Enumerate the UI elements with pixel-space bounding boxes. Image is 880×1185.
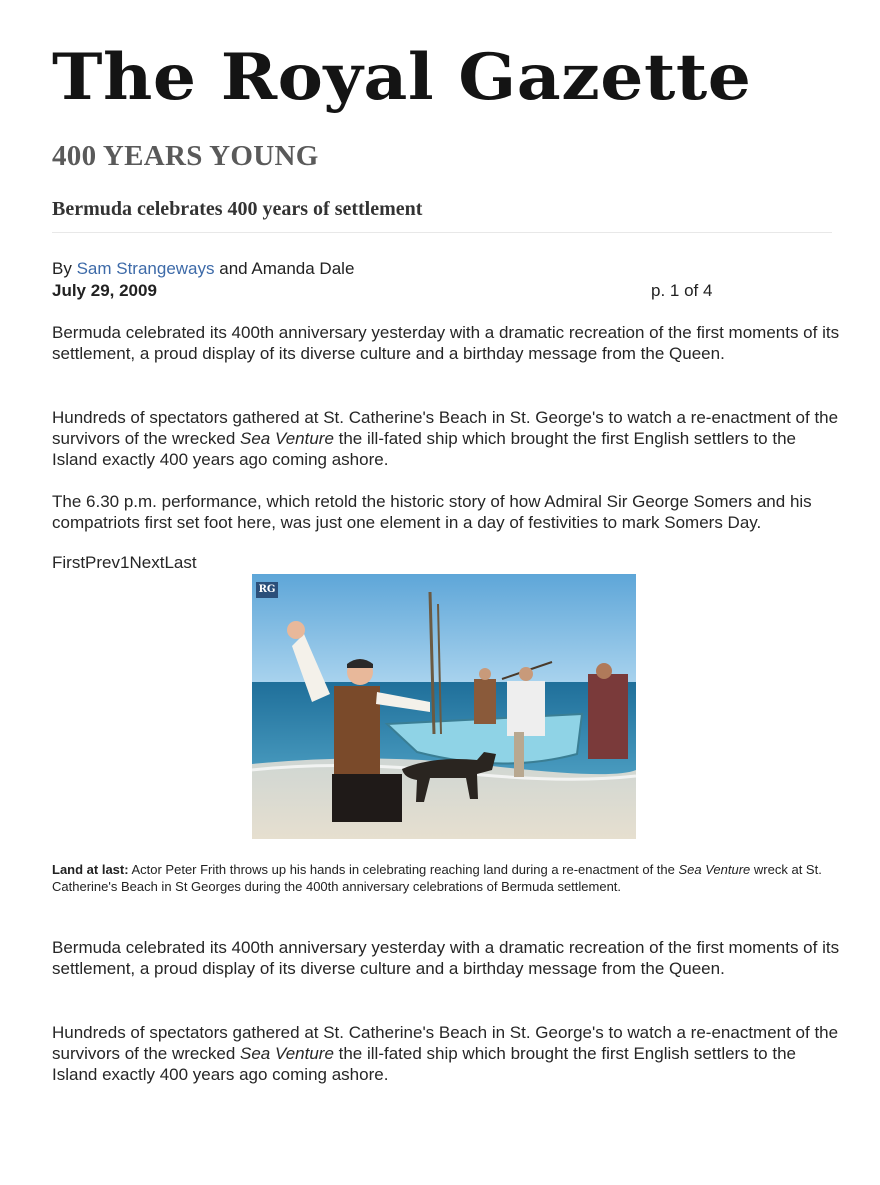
- paragraph-repeat-2: [52, 1022, 842, 1085]
- paragraph-3: The 6.30 p.m. performance, which retold the historic story of how Admiral Sir George Somers and his compatriots first set foot here, was just one element in a day of festivities to mark Somers Day.: [52, 492, 812, 532]
- masthead-logo: The Royal Gazette: [52, 40, 752, 115]
- section-kicker: 400 YEARS YOUNG: [52, 140, 319, 172]
- paragraph-2-text-b: the ill-fated ship which brought the first English settlers to the Island exactly 400 years ago coming ashore.: [52, 429, 796, 469]
- byline: [52, 259, 354, 279]
- author-amanda-dale: Amanda Dale: [251, 259, 355, 278]
- paragraph-repeat-2-text-b: the ill-fated ship which brought the first English settlers to the Island exactly 400 years ago coming ashore.: [52, 1044, 796, 1084]
- paragraph-2-ship-name: Sea Venture: [240, 429, 334, 448]
- pager-next-link[interactable]: Next: [129, 553, 165, 572]
- photo-illustration: [252, 574, 636, 839]
- byline-conjunction: and: [214, 259, 252, 278]
- header-divider: [52, 232, 832, 233]
- caption-lead: Land at last:: [52, 862, 129, 877]
- pager-prev-link[interactable]: Prev: [85, 553, 121, 572]
- photo-actor-legs: [332, 774, 402, 822]
- pager-first-link[interactable]: First: [52, 553, 86, 572]
- paragraph-2-text-a: Hundreds of spectators gathered at St. Catherine's Beach in St. George's to watch a re-enactment of the survivors of the wrecked: [52, 408, 839, 448]
- page-indicator: p. 1 of 4: [651, 281, 713, 300]
- pagination: [52, 553, 197, 573]
- photo-actor-hand: [287, 621, 305, 639]
- article-date: July 29, 2009: [52, 281, 157, 300]
- pager-page-1[interactable]: 1: [120, 553, 130, 572]
- caption-text-a: Actor Peter Frith throws up his hands in celebrating reaching land during a re-enactment of the: [128, 862, 679, 877]
- paragraph-repeat-2-ship-name: Sea Venture: [240, 1044, 334, 1063]
- photo-crew-2-legs: [514, 732, 524, 777]
- caption-text-b: wreck at St. Catherine's Beach in St Georges during the 400th anniversary celebrations of Bermuda settlement.: [52, 862, 822, 894]
- photo-crew-1: [474, 679, 496, 724]
- pager-last-link[interactable]: Last: [164, 553, 197, 572]
- paragraph-repeat-2-text-a: Hundreds of spectators gathered at St. Catherine's Beach in St. George's to watch a re-enactment of the survivors of the wrecked: [52, 1023, 839, 1063]
- article-photo: [252, 574, 636, 839]
- paragraph-repeat-1: Bermuda celebrated its 400th anniversary yesterday with a dramatic recreation of the first moments of its settlement, a proud display of its diverse culture and a birthday message from the Queen.: [52, 938, 840, 978]
- article-headline: Bermuda celebrates 400 years of settlement: [52, 198, 423, 220]
- photo-caption: [52, 861, 822, 895]
- paragraph-2: [52, 407, 842, 470]
- photo-crew-2: [507, 681, 545, 736]
- photo-crew-3: [588, 674, 628, 759]
- byline-prefix: By: [52, 259, 77, 278]
- photo-crew-1-head: [479, 668, 491, 680]
- photo-crew-3-head: [596, 663, 612, 679]
- photo-crew-2-head: [519, 667, 533, 681]
- author-link-sam-strangeways[interactable]: Sam Strangeways: [76, 259, 215, 278]
- caption-ship-name: Sea Venture: [678, 862, 751, 877]
- paragraph-1: Bermuda celebrated its 400th anniversary yesterday with a dramatic recreation of the first moments of its settlement, a proud display of its diverse culture and a birthday message from the Queen.: [52, 323, 840, 363]
- photo-watermark-logo: RG: [256, 582, 278, 598]
